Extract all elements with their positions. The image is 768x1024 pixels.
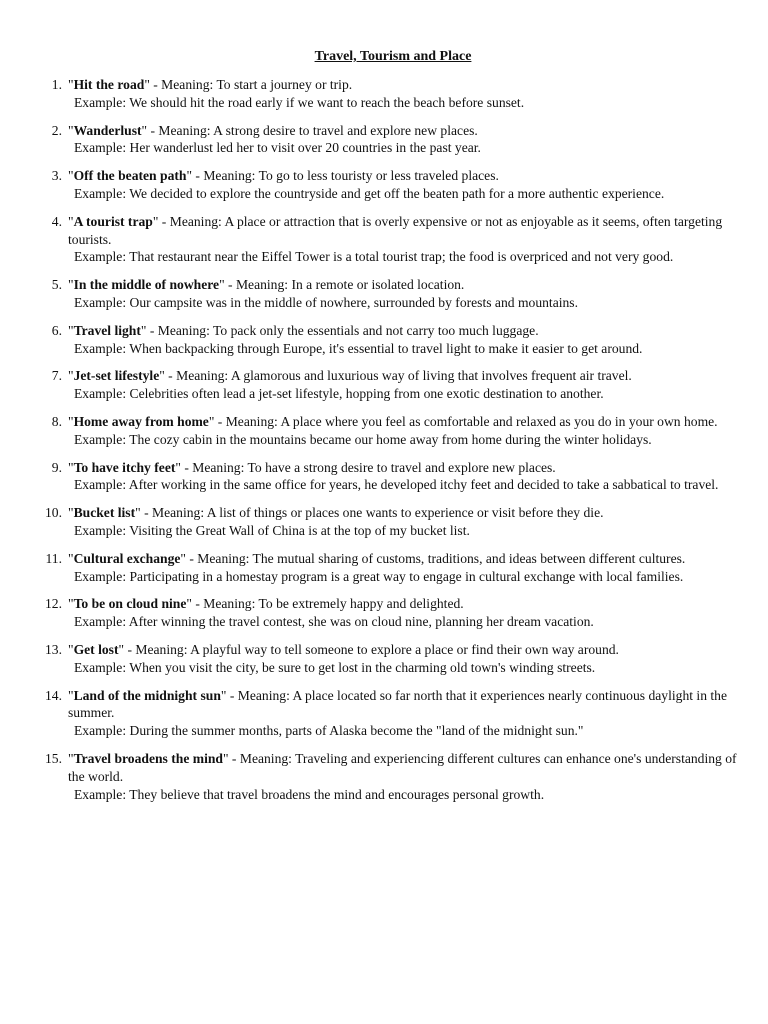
idiom-meaning: To have a strong desire to travel and explore new places. (247, 459, 556, 475)
idiom-example: Example: Celebrities often lead a jet-set lifestyle, hopping from one exotic destination to another. (74, 386, 604, 402)
idiom-definition: "In the middle of nowhere" - Meaning: In a remote or isolated location. (68, 277, 465, 293)
list-item (0, 167, 768, 203)
idiom-example: Example: That restaurant near the Eiffel Tower is a total tourist trap; the food is overpriced and not very good. (74, 249, 674, 265)
idiom-meaning: Traveling and experiencing different cultures can enhance one's understanding of the world. (68, 750, 737, 784)
list-item (0, 750, 768, 803)
example-text: Celebrities often lead a jet-set lifestyle, hopping from one exotic destination to another. (129, 386, 604, 402)
document-title: Travel, Tourism and Place (314, 49, 472, 64)
idiom-meaning: A glamorous and luxurious way of living that involves frequent air travel. (230, 368, 632, 384)
idiom-example: Example: When backpacking through Europe, it's essential to travel light to make it easier to get around. (74, 340, 643, 356)
idiom-example: Example: During the summer months, parts of Alaska become the "land of the midnight sun." (74, 723, 584, 739)
list-item (0, 213, 768, 266)
idiom-term: Wanderlust (73, 122, 142, 138)
item-number: 6. (51, 322, 62, 338)
idiom-definition: "Bucket list" - Meaning: A list of things or places one wants to experience or visit before they die. (68, 505, 604, 521)
list-item (0, 550, 768, 586)
idiom-definition: "Jet-set lifestyle" - Meaning: A glamorous and luxurious way of living that involves frequent air travel. (68, 368, 632, 384)
item-number: 1. (51, 77, 62, 92)
idiom-meaning: The mutual sharing of customs, traditions, and ideas between different cultures. (252, 550, 686, 566)
list-item (0, 687, 768, 740)
idiom-term: To have itchy feet (73, 459, 176, 475)
idiom-meaning: To be extremely happy and delighted. (258, 596, 464, 612)
item-number: 8. (51, 413, 62, 429)
item-number: 15. (45, 750, 62, 766)
idiom-definition: "Travel light" - Meaning: To pack only the essentials and not carry too much luggage. (68, 322, 539, 338)
idiom-example: Example: Her wanderlust led her to visit over 20 countries in the past year. (74, 140, 481, 156)
example-text: We decided to explore the countryside and get off the beaten path for a more authentic experience. (129, 185, 665, 201)
idiom-term: Home away from home (73, 413, 209, 429)
idiom-term: A tourist trap (73, 213, 153, 229)
list-item (0, 367, 768, 403)
idiom-term: Travel light (73, 322, 141, 338)
idiom-term: Land of the midnight sun (73, 687, 221, 703)
idiom-meaning: A place or attraction that is overly expensive or not as enjoyable as it seems, often targeting tourists. (68, 213, 723, 247)
example-text: Participating in a homestay program is a great way to engage in cultural exchange with local families. (129, 568, 684, 584)
example-text: When backpacking through Europe, it's essential to travel light to make it easier to get around. (129, 340, 643, 356)
idiom-meaning: A playful way to tell someone to explore a place or find their own way around. (190, 641, 619, 657)
idiom-definition: "Travel broadens the mind" - Meaning: Traveling and experiencing different cultures can enhance one's understanding of the world. (68, 750, 737, 784)
item-number: 10. (45, 505, 62, 521)
example-text: Visiting the Great Wall of China is at the top of my bucket list. (129, 522, 470, 538)
idiom-example: Example: We should hit the road early if we want to reach the beach before sunset. (74, 94, 525, 110)
idiom-example: Example: When you visit the city, be sure to get lost in the charming old town's winding streets. (74, 659, 596, 675)
idiom-meaning: A list of things or places one wants to experience or visit before they die. (206, 505, 604, 521)
example-text: After working in the same office for years, he developed itchy feet and decided to take a sabbatical to travel. (128, 477, 719, 493)
item-number: 14. (45, 687, 62, 703)
idiom-example: Example: They believe that travel broadens the mind and encourages personal growth. (74, 786, 545, 802)
list-item (0, 595, 768, 631)
item-number: 13. (45, 641, 62, 657)
idiom-example: Example: Our campsite was in the middle of nowhere, surrounded by forests and mountains. (74, 294, 578, 310)
idiom-term: Off the beaten path (73, 168, 187, 184)
list-item (0, 504, 768, 540)
example-text: When you visit the city, be sure to get lost in the charming old town's winding streets. (129, 659, 596, 675)
idiom-example: Example: Participating in a homestay program is a great way to engage in cultural exchange with local families. (74, 568, 684, 584)
list-item (0, 122, 768, 158)
example-text: The cozy cabin in the mountains became our home away from home during the winter holidays. (129, 431, 652, 447)
idiom-meaning: A place where you feel as comfortable and relaxed as you do in your own home. (280, 413, 718, 429)
idiom-term: Travel broadens the mind (73, 750, 223, 766)
list-item (0, 459, 768, 495)
idiom-definition: "To have itchy feet" - Meaning: To have a strong desire to travel and explore new places. (68, 459, 556, 475)
idiom-definition: "To be on cloud nine" - Meaning: To be extremely happy and delighted. (68, 596, 464, 612)
idiom-definition: "Home away from home" - Meaning: A place where you feel as comfortable and relaxed as you do in your own home. (68, 413, 718, 429)
idiom-definition: "Get lost" - Meaning: A playful way to tell someone to explore a place or find their own way around. (68, 641, 619, 657)
idiom-meaning: In a remote or isolated location. (291, 277, 465, 293)
idiom-example: Example: We decided to explore the countryside and get off the beaten path for a more authentic experience. (74, 185, 665, 201)
idiom-definition: "Hit the road" - Meaning: To start a journey or trip. (68, 77, 353, 92)
example-text: We should hit the road early if we want to reach the beach before sunset. (129, 94, 525, 110)
item-number: 12. (45, 596, 62, 612)
item-number: 9. (51, 459, 62, 475)
idiom-term: Jet-set lifestyle (73, 368, 160, 384)
item-number: 4. (51, 213, 62, 229)
example-text: Her wanderlust led her to visit over 20 countries in the past year. (129, 140, 481, 156)
idiom-term: In the middle of nowhere (73, 277, 220, 293)
idiom-meaning: To start a journey or trip. (216, 77, 353, 92)
example-text: That restaurant near the Eiffel Tower is a total tourist trap; the food is overpriced and not very good. (129, 249, 674, 265)
idiom-term: To be on cloud nine (73, 596, 187, 612)
idiom-list (0, 76, 768, 813)
idiom-example: Example: After winning the travel contest, she was on cloud nine, planning her dream vacation. (74, 614, 594, 630)
list-item (0, 276, 768, 312)
list-item (0, 76, 768, 112)
idiom-definition: "A tourist trap" - Meaning: A place or attraction that is overly expensive or not as enjoyable as it seems, often targeting tourists. (68, 213, 723, 247)
list-item (0, 322, 768, 358)
item-number: 7. (51, 368, 62, 384)
idiom-definition: "Cultural exchange" - Meaning: The mutual sharing of customs, traditions, and ideas between different cultures. (68, 550, 686, 566)
example-text: They believe that travel broadens the mind and encourages personal growth. (129, 786, 545, 802)
item-number: 2. (51, 122, 62, 138)
idiom-meaning: To pack only the essentials and not carry too much luggage. (213, 322, 539, 338)
idiom-definition: "Off the beaten path" - Meaning: To go to less touristy or less traveled places. (68, 168, 499, 184)
idiom-example: Example: After working in the same office for years, he developed itchy feet and decided to take a sabbatical to travel. (74, 477, 719, 493)
idiom-definition: "Land of the midnight sun" - Meaning: A place located so far north that it experiences nearly continuous daylight in the summer. (68, 687, 727, 721)
example-text: After winning the travel contest, she was on cloud nine, planning her dream vacation. (128, 614, 594, 630)
idiom-term: Get lost (73, 641, 119, 657)
idiom-term: Hit the road (73, 77, 145, 92)
idiom-example: Example: Visiting the Great Wall of China is at the top of my bucket list. (74, 522, 470, 538)
item-number: 3. (51, 168, 62, 184)
list-item (0, 413, 768, 449)
example-text: During the summer months, parts of Alaska become the "land of the midnight sun." (129, 723, 584, 739)
idiom-meaning: To go to less touristy or less traveled places. (258, 168, 499, 184)
item-number: 5. (51, 277, 62, 293)
idiom-meaning: A place located so far north that it experiences nearly continuous daylight in the summer. (68, 687, 727, 721)
idiom-example: Example: The cozy cabin in the mountains became our home away from home during the winter holidays. (74, 431, 652, 447)
idiom-term: Cultural exchange (73, 550, 181, 566)
list-item (0, 641, 768, 677)
idiom-definition: "Wanderlust" - Meaning: A strong desire to travel and explore new places. (68, 122, 478, 138)
idiom-meaning: A strong desire to travel and explore new places. (213, 122, 478, 138)
example-text: Our campsite was in the middle of nowhere, surrounded by forests and mountains. (129, 294, 578, 310)
idiom-term: Bucket list (73, 505, 136, 521)
item-number: 11. (45, 550, 62, 566)
